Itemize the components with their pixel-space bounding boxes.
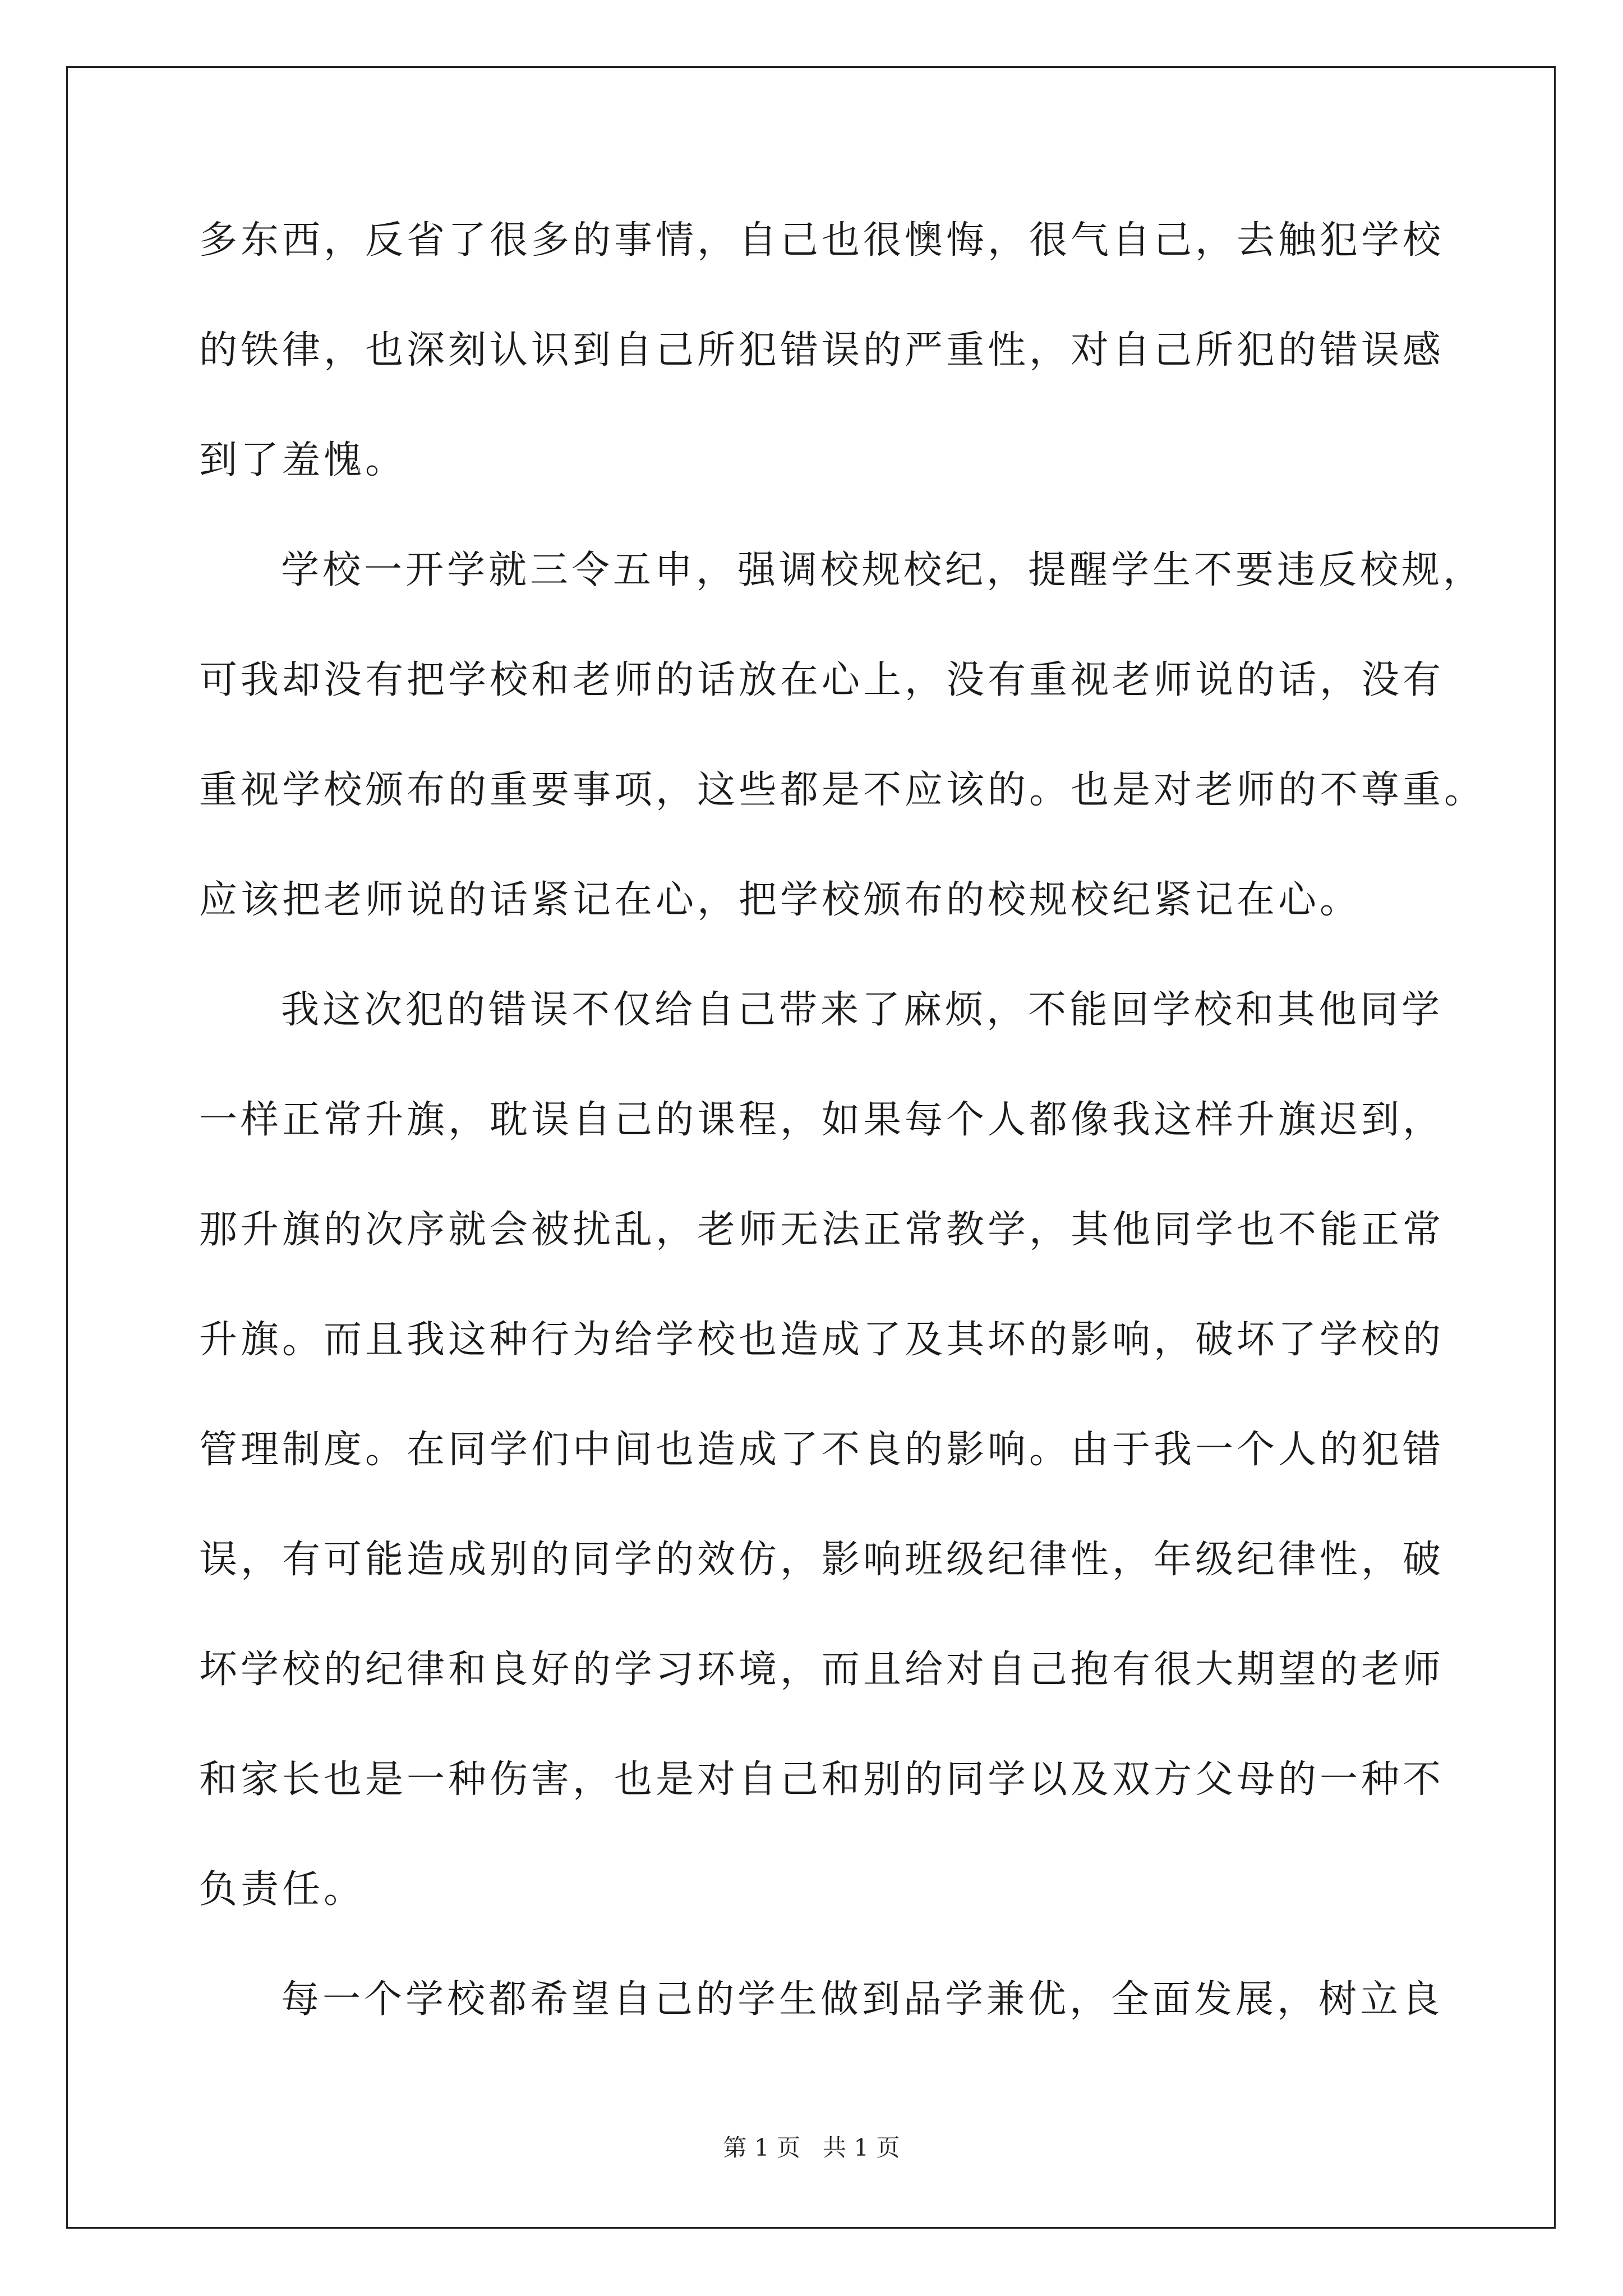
text-line: 重视学校颁布的重要事项，这些都是不应该的。也是对老师的不尊重。 [199,768,1486,812]
paragraph-start-line: 每一个学校都希望自己的学生做到品学兼优，全面发展，树立良 [281,1977,1444,2022]
text-line: 一样正常升旗，耽误自己的课程，如果每个人都像我这样升旗迟到， [199,1098,1445,1142]
text-line: 那升旗的次序就会被扰乱，老师无法正常教学，其他同学也不能正常 [199,1208,1445,1252]
page-footer: 第 1 页 共 1 页 [723,2134,900,2161]
text-line: 坏学校的纪律和良好的学习环境，而且给对自己抱有很大期望的老师 [199,1648,1445,1692]
text-line: 到了羞愧。 [199,438,407,482]
text-line: 升旗。而且我这种行为给学校也造成了及其坏的影响，破坏了学校的 [199,1318,1445,1362]
text-line: 误，有可能造成别的同学的效仿，影响班级纪律性，年级纪律性，破 [199,1538,1445,1582]
text-line: 的铁律，也深刻认识到自己所犯错误的严重性，对自己所犯的错误感 [199,328,1445,372]
text-line: 应该把老师说的话紧记在心，把学校颁布的校规校纪紧记在心。 [199,878,1362,922]
paragraph-start-line: 我这次犯的错误不仅给自己带来了麻烦，不能回学校和其他同学 [281,988,1444,1032]
text-line: 和家长也是一种伤害，也是对自己和别的同学以及双方父母的一种不 [199,1757,1445,1802]
paragraph-start-line: 学校一开学就三令五申，强调校规校纪，提醒学生不要违反校规， [281,548,1485,592]
document-body [199,218,1486,2091]
text-line: 管理制度。在同学们中间也造成了不良的影响。由于我一个人的犯错 [199,1428,1445,1472]
text-line: 可我却没有把学校和老师的话放在心上，没有重视老师说的话，没有 [199,658,1445,702]
text-line: 负责任。 [199,1867,366,1912]
text-line: 多东西，反省了很多的事情，自己也很懊悔，很气自己，去触犯学校 [199,218,1445,263]
